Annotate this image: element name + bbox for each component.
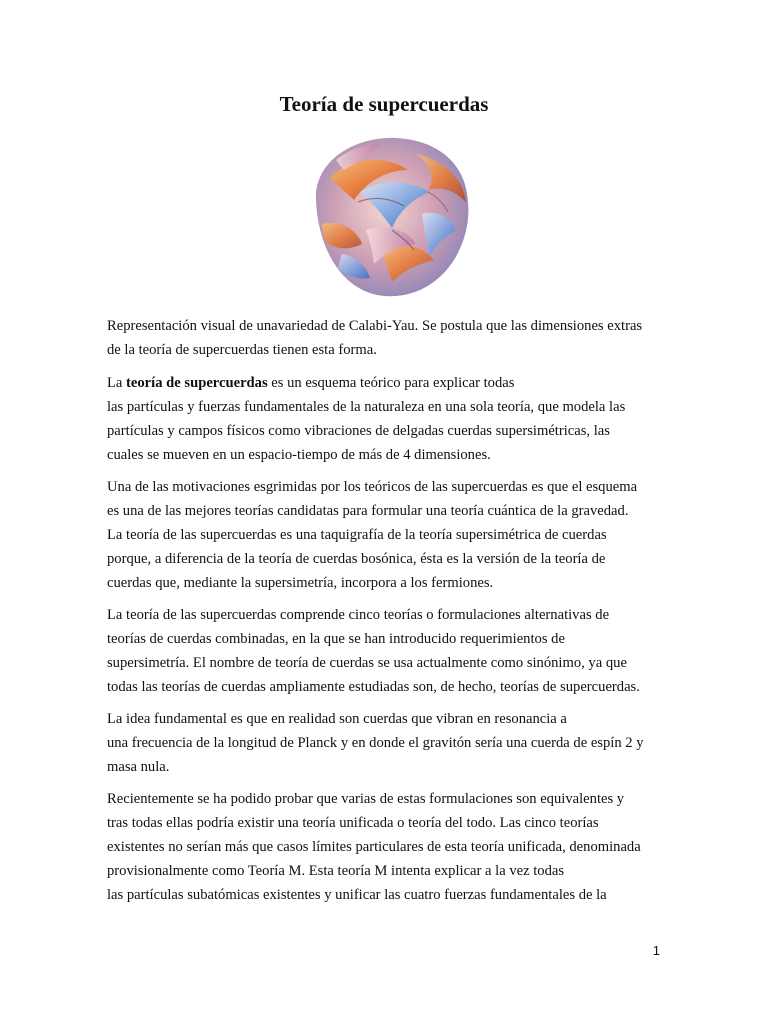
page-number: 1 (652, 943, 660, 958)
calabi-yau-image (296, 132, 476, 300)
document-body (107, 314, 667, 915)
paragraph-1: La teoría de supercuerdas es un esquema teórico para explicar todas las partículas y fuerzas fundamentales de la naturaleza en una sola teoría, que modela las partículas y campos físicos como vibraciones de delgadas cuerdas supersimétricas, las cuales se mueven en un espacio-tiempo de más de 4 dimensiones. (107, 375, 626, 463)
paragraph-3: La teoría de las supercuerdas comprende cinco teorías o formulaciones alternativas de teorías de cuerdas combinadas, en la que se han introducido requerimientos de supersimetría. El nombre de teoría de cuerdas se usa actualmente como sinónimo, ya que todas las teorías de cuerdas ampliamente estudiadas son, de hecho, teorías de supercuerdas. (107, 607, 640, 695)
calabi-yau-illustration (296, 132, 476, 300)
paragraph-5: Recientemente se ha podido probar que varias de estas formulaciones son equivalentes y tras todas ellas podría existir una teoría unificada o teoría del todo. Las cinco teorías existentes no serían más que casos límites particulares de esta teoría unificada, denominada provisionalmente como Teoría M. Esta teoría M intenta explicar a la vez todas las partículas subatómicas existentes y unificar las cuatro fuerzas fundamentales de la (107, 791, 641, 903)
bold-term: teoría de supercuerdas (126, 375, 268, 391)
page-title: Teoría de supercuerdas (279, 92, 489, 116)
paragraph-4: La idea fundamental es que en realidad son cuerdas que vibran en resonancia a una frecuencia de la longitud de Planck y en donde el gravitón sería una cuerda de espín 2 y masa nula. (107, 711, 644, 775)
figure-caption: Representación visual de unavariedad de Calabi-Yau. Se postula que las dimensiones extras de la teoría de supercuerdas tienen esta forma. (107, 318, 643, 358)
paragraph-2: Una de las motivaciones esgrimidas por los teóricos de las supercuerdas es que el esquema es una de las mejores teorías candidatas para formular una teoría cuántica de la gravedad. La teoría de las supercuerdas es una taquigrafía de la teoría supersimétrica de cuerdas porque, a diferencia de la teoría de cuerdas bosónica, ésta es la versión de la teoría de cuerdas que, mediante la supersimetría, incorpora a los fermiones. (107, 479, 638, 591)
